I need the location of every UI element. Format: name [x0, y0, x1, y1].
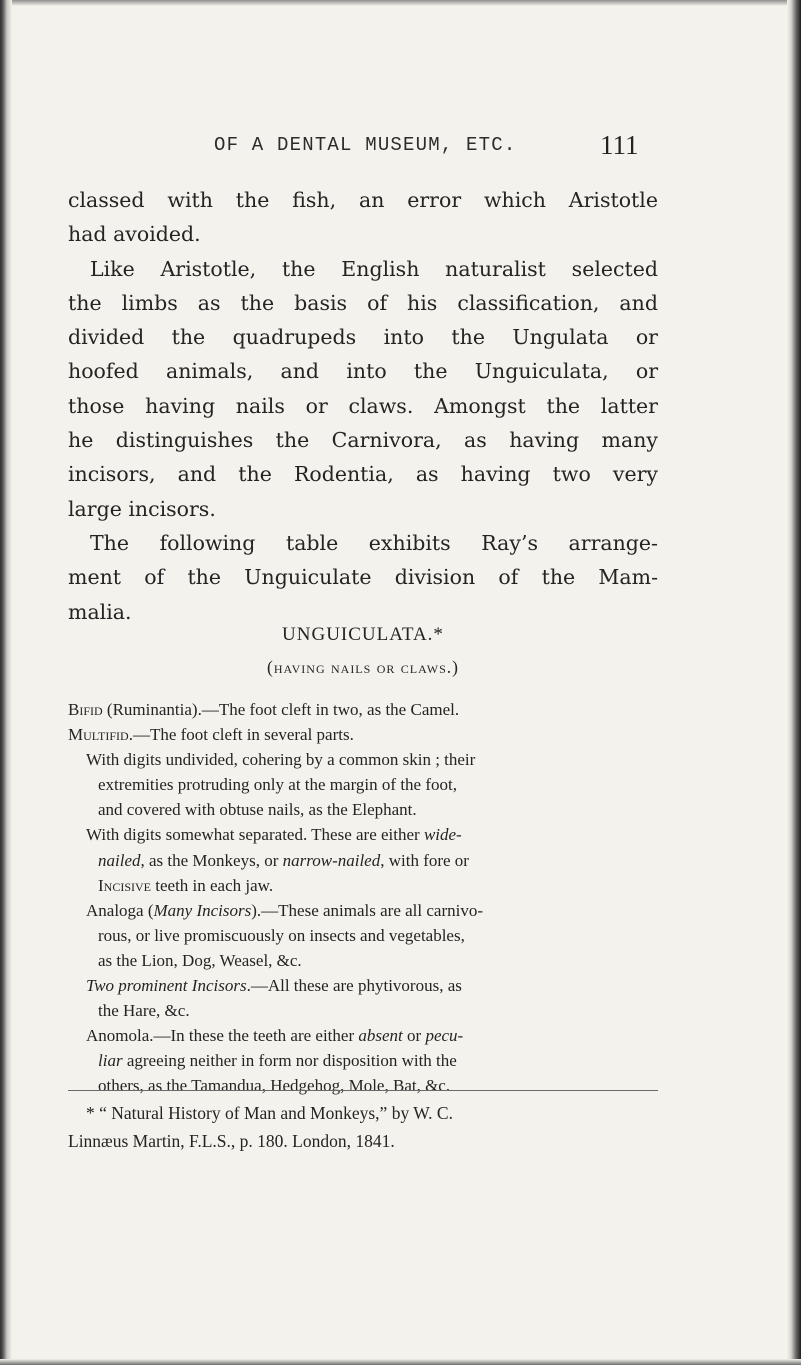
term-incisive: Incisive [98, 875, 151, 895]
body-line: the limbs as the basis of his classification, and [68, 290, 658, 315]
table-text: teeth in each jaw. [151, 875, 274, 895]
table-text: Anomola.—In these the teeth are either [86, 1026, 359, 1046]
table-text: .—All these are phytivorous, as [246, 976, 462, 996]
table-line [68, 822, 658, 847]
table-line: others, as the Tamandua, Hedgehog, Mole, Bat, &c. [98, 1076, 451, 1096]
table-text: ).—These animals are all carnivo- [251, 900, 484, 920]
body-line: malia. [68, 599, 132, 624]
table-heading: UNGUICULATA.* [282, 624, 444, 645]
table-line [68, 873, 658, 898]
term-absent: absent [358, 1026, 403, 1046]
body-line: he distinguishes the Carnivora, as having many [68, 428, 658, 453]
body-line: Like Aristotle, the English naturalist selected [90, 256, 658, 281]
term-peculiar-cont: liar [98, 1051, 123, 1071]
table-text: , with fore or [380, 850, 469, 870]
body-line: divided the quadrupeds into the Ungulata or [68, 325, 658, 350]
table-line: as the Lion, Dog, Weasel, &c. [98, 950, 302, 970]
running-header-title: OF A DENTAL MUSEUM, ETC. [214, 134, 517, 156]
term-narrow-nailed: narrow-nailed [282, 850, 381, 870]
classification-table [68, 697, 658, 1099]
subheading-open-paren: ( [267, 657, 274, 677]
table-line: the Hare, &c. [98, 1001, 190, 1021]
subheading-close-paren: ) [452, 657, 459, 677]
term-two-prominent-incisors: Two prominent Incisors [86, 976, 247, 996]
table-text: , as the Monkeys, or [140, 850, 283, 870]
table-line: rous, or live promiscuously on insects and vegetables, [98, 925, 465, 945]
body-line: hoofed animals, and into the Unguiculata, or [68, 359, 658, 384]
subheading-text: having nails or claws. [273, 657, 453, 677]
table-text: or [402, 1026, 426, 1046]
table-line [68, 1048, 658, 1073]
table-line [68, 848, 658, 873]
body-line: ment of the Unguiculate division of the Mam- [68, 565, 658, 590]
table-line [68, 697, 658, 722]
page-edge-bottom [0, 1359, 801, 1365]
page-edge-right [787, 0, 801, 1365]
table-text: Analoga ( [86, 900, 154, 920]
page-edge-left [0, 0, 12, 1365]
term-peculiar: pecu- [425, 1026, 464, 1046]
table-line [68, 973, 658, 998]
table-text: (Ruminantia).—The foot cleft in two, as the Camel. [102, 700, 460, 719]
table-line: With digits undivided, cohering by a common skin ; their [86, 750, 476, 770]
table-line [68, 1023, 658, 1048]
body-paragraphs [68, 183, 658, 629]
term-bifid: Bifid [68, 700, 103, 719]
body-line: those having nails or claws. Amongst the latter [68, 393, 658, 418]
table-line: and covered with obtuse nails, as the Elephant. [98, 800, 417, 820]
table-text: agreeing neither in form nor disposition with the [122, 1051, 457, 1071]
page-number: 111 [600, 130, 639, 160]
term-nailed: nailed [98, 850, 141, 870]
term-multifid: Multifid [68, 725, 129, 745]
table-text: .—The foot cleft in several parts. [128, 725, 354, 745]
body-line: had avoided. [68, 222, 201, 247]
footnote-line: Linnæus Martin, F.L.S., p. 180. London, 1841. [68, 1130, 395, 1151]
running-header [0, 130, 801, 160]
page-edge-top [0, 0, 801, 6]
footnote-divider [68, 1090, 658, 1091]
table-text: With digits somewhat separated. These are either [86, 825, 424, 845]
body-line: The following table exhibits Ray’s arrange- [90, 530, 658, 555]
table-line [68, 898, 658, 923]
term-many-incisors: Many Incisors [153, 900, 252, 920]
table-subheading [68, 657, 658, 678]
footnote-line: * “ Natural History of Man and Monkeys,” by W. C. [86, 1103, 453, 1123]
table-line [68, 722, 658, 747]
body-line: classed with the fish, an error which Aristotle [68, 188, 658, 212]
body-line: incisors, and the Rodentia, as having two very [68, 462, 658, 487]
term-wide: wide- [423, 825, 462, 845]
body-line: large incisors. [68, 496, 216, 521]
table-line: extremities protruding only at the margin of the foot, [98, 775, 457, 795]
footnote [68, 1100, 658, 1155]
